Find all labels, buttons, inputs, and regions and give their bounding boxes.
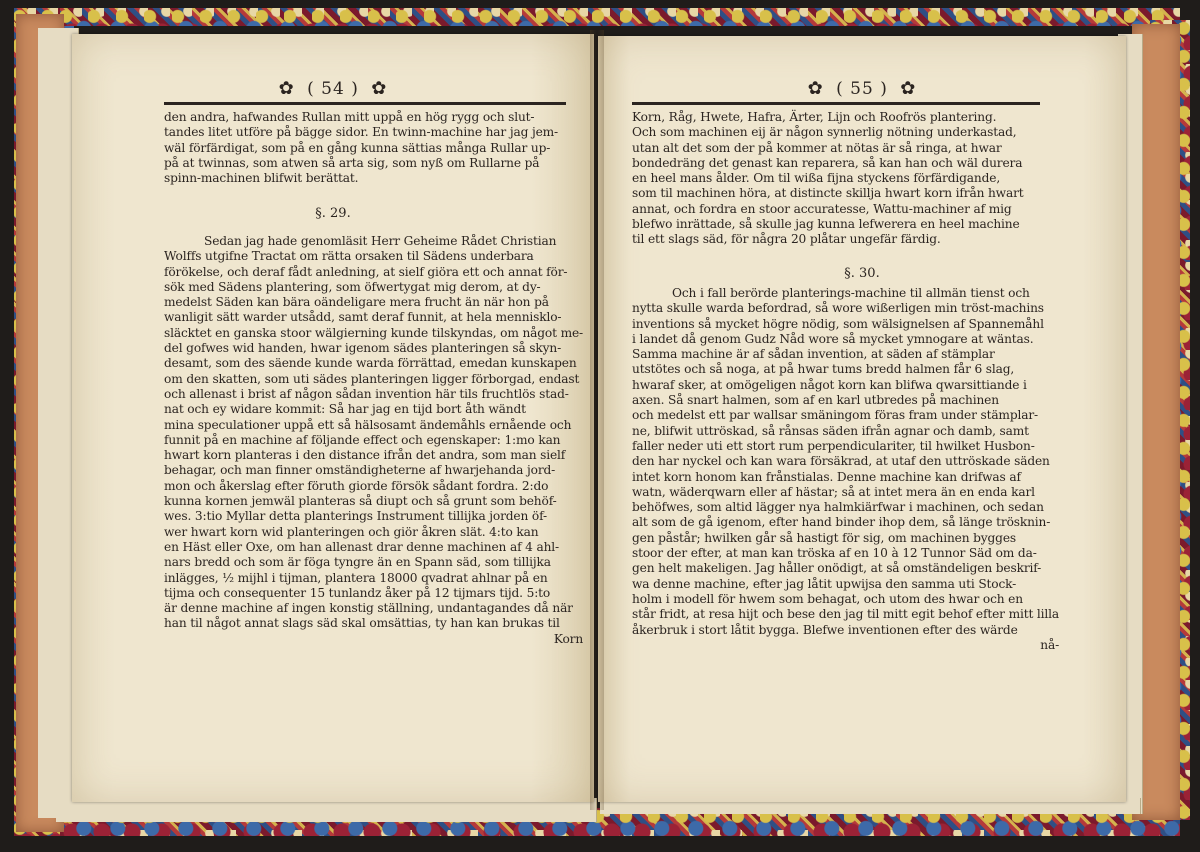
page-number: ( 55 )	[836, 79, 888, 99]
text-line: tandes litet utföre på bägge sidor. En twinn-machine har jag jem-	[164, 125, 559, 140]
text-line: han til något annat slags säd skal omsättias, ty han kan brukas til	[164, 616, 560, 631]
text-line: axen. Så snart halmen, som af en karl utbredes på machinen	[632, 393, 999, 408]
text-line: Och som machinen eij är någon synnerlig nötning underkastad,	[632, 125, 1017, 140]
text-line: ne, blifwit uttröskad, så rånsas säden ifrån agnar och damb, samt	[632, 423, 1029, 438]
book-gutter	[590, 30, 604, 810]
text-line: Samma machine är af sådan invention, at säden af stämplar	[632, 347, 995, 362]
text-line: funnit på en machine af följande effect och egenskaper: 1:mo kan	[164, 432, 561, 447]
text-line: gen helt makeligen. Jag håller onödigt, at så omständeligen beskrif-	[632, 561, 1042, 576]
text-line: hwart korn planteras i den distance ifrån det andra, som man sielf	[164, 448, 566, 463]
text-line: watn, wäderqwarn eller af hästar; så at intet mera än en enda karl	[632, 484, 1035, 499]
text-line: mon och åkerslag efter föruth giorde försök sådant fordra. 2:do	[164, 478, 549, 493]
text-line: som til machinen höra, at distincte skillja hwart korn ifrån hwart	[632, 186, 1024, 201]
text-line: nytta skulle warda befordrad, så wore wißerligen min tröst-machins	[632, 301, 1044, 316]
left-body-paragraph	[164, 234, 583, 647]
left-top-paragraph	[164, 110, 558, 186]
text-line: behagar, och man finner omständigheterne af hwarjehanda jord-	[164, 463, 556, 478]
text-line: annat, och fordra en stoor accuratesse, Wattu-machiner af mig	[632, 201, 1012, 216]
text-line: hwaraf sker, at omögeligen något korn kan blifwa qwarsittiande i	[632, 377, 1027, 392]
right-body-paragraph	[632, 286, 1059, 653]
text-line: på at twinnas, som atwen så arta sig, som nyß om Rullarne på	[164, 155, 540, 170]
header-rule	[632, 102, 1040, 105]
left-page	[72, 34, 594, 802]
text-line: wa denne machine, efter jag låtit upwijsa den samma uti Stock-	[632, 576, 1017, 591]
text-line: den andra, hafwandes Rullan mitt uppå en hög rygg och slut-	[164, 110, 535, 124]
text-line: inventions så mycket högre nödig, som wälsignelsen af Spannemåhl	[632, 316, 1044, 331]
text-line: behöfwes, som altid lägger nya halmkiärfwar i machinen, och sedan	[632, 500, 1044, 515]
text-line: utan alt det som der på kommer at nötas är så ringa, at hwar	[632, 140, 1002, 155]
text-line: kunna kornen jemwäl planteras så diupt och så grunt som behöf-	[164, 494, 557, 509]
left-page-header	[72, 78, 594, 99]
text-line: bondedräng det genast kan reparera, så kan han och wäl durera	[632, 155, 1023, 170]
right-top-paragraph	[632, 110, 1024, 248]
text-line: tijma och consequenter 15 tunlandz åker på 12 tijmars tijd. 5:to	[164, 585, 551, 600]
text-line: och medelst ett par wallsar smäningom föras fram under stämplar-	[632, 408, 1039, 423]
rosette-ornament-icon: ✿	[900, 78, 917, 99]
text-line: släcktet en ganska stoor wälgierning kunde tilskyndas, om något me-	[164, 325, 584, 340]
section-heading: §. 29.	[315, 206, 351, 221]
text-line: står fridt, at resa hijt och bese den jag til mitt egit behof efter mitt lilla	[632, 607, 1060, 622]
text-line: til ett slags säd, för några 20 plåtar ungefär färdig.	[632, 232, 941, 247]
text-line: wäl förfärdigat, som på en gång kunna sättias många Rullar up-	[164, 140, 551, 155]
right-page-header	[598, 78, 1126, 99]
text-line: mina speculationer uppå ett så hälsosamt ändemåhls ernående och	[164, 417, 572, 432]
text-line: holm i modell för hwem som behagat, och utom des hwar och en	[632, 591, 1023, 606]
catchword: nå-	[1040, 637, 1060, 652]
text-line: Sedan jag hade genomläsit Herr Geheime Rådet Christian	[204, 234, 557, 248]
text-line: stoor der efter, at man kan tröska af en 10 à 12 Tunnor Säd om da-	[632, 546, 1037, 561]
text-line: åkerbruk i stort låtit bygga. Blefwe inventionen efter des wärde	[632, 622, 1018, 637]
text-line: en heel mans ålder. Om til wißa fijna styckens förfärdigande,	[632, 171, 1001, 186]
text-line: alt som de gå igenom, efter hand binder ihop dem, så länge trösknin-	[632, 515, 1051, 530]
text-line: wer hwart korn wid planteringen och giör åkren slät. 4:to kan	[164, 524, 539, 539]
text-line: nars bredd och som är föga tyngre än en Spann säd, som tillijka	[164, 555, 551, 570]
text-line: desamt, som des säende kunde warda förrättad, emedan kunskapen	[164, 356, 577, 371]
text-line: om den skatten, som uti sädes planteringen ligger förborgad, endast	[164, 371, 580, 386]
text-line: i landet då genom Gudz Nåd wore så mycket ymnogare at wäntas.	[632, 331, 1034, 346]
text-line: är denne machine af ingen konstig ställning, undantagandes då när	[164, 601, 573, 616]
text-line: wes. 3:tio Myllar detta planterings Instrument tillijka jorden öf-	[164, 509, 548, 524]
page-number: ( 54 )	[307, 79, 359, 99]
catchword: Korn	[553, 631, 584, 646]
text-line: den har nyckel och kan wara försäkrad, at utaf den uttröskade säden	[632, 454, 1050, 469]
header-rule	[164, 102, 566, 105]
text-line: Wolffs utgifne Tractat om rätta orsaken til Sädens underbara	[164, 249, 534, 264]
text-line: sök med Sädens plantering, som öfwertygat mig derom, at dy-	[164, 279, 541, 294]
text-line: gen påstår; hwilken går så hastigt för sig, om machinen bygges	[632, 530, 1016, 545]
text-line: inlägges, ½ mijhl i tijman, plantera 18000 qvadrat ahlnar på en	[164, 570, 548, 585]
text-line: del gofwes wid handen, hwar igenom sädes planteringen så skyn-	[164, 341, 562, 356]
text-line: faller neder uti ett stort rum perpendiculariter, til hwilket Husbon-	[632, 438, 1035, 453]
text-line: Och i fall berörde planterings-machine til allmän tienst och	[672, 286, 1030, 300]
right-page	[598, 36, 1126, 802]
text-line: nat och ey widare kommit: Så har jag en tijd bort åth wändt	[164, 402, 526, 417]
text-line: en Häst eller Oxe, om han allenast drar denne machinen af 4 ahl-	[164, 539, 560, 554]
text-line: medelst Säden kan bära oändeligare mera frucht än när hon på	[164, 295, 549, 310]
text-line: blefwo inrättade, så skulle jag kunna lefwerera en heel machine	[632, 217, 1020, 232]
rosette-ornament-icon: ✿	[807, 78, 824, 99]
marbled-endpaper-top	[60, 8, 1180, 26]
text-line: och allenast i brist af någon sådan invention här tils fruchtlös stad-	[164, 386, 569, 401]
text-line: Korn, Råg, Hwete, Hafra, Ärter, Lijn och Roofrös plantering.	[632, 110, 997, 124]
text-line: spinn-machinen blifwit berättat.	[164, 171, 359, 186]
text-line: utstötes och så noga, at på hwar tums bredd halmen får 6 slag,	[632, 362, 1015, 377]
text-line: förökelse, och deraf fådt anledning, at sielf giöra ett och annat för-	[164, 264, 568, 279]
rosette-ornament-icon: ✿	[371, 78, 388, 99]
text-line: intet korn honom kan frånstialas. Denne machine kan drifwas af	[632, 469, 1021, 484]
text-line: wanligit sätt warder utsådd, samt deraf funnit, at hela mennisklo-	[164, 310, 562, 325]
rosette-ornament-icon: ✿	[278, 78, 295, 99]
section-heading: §. 30.	[844, 266, 880, 281]
